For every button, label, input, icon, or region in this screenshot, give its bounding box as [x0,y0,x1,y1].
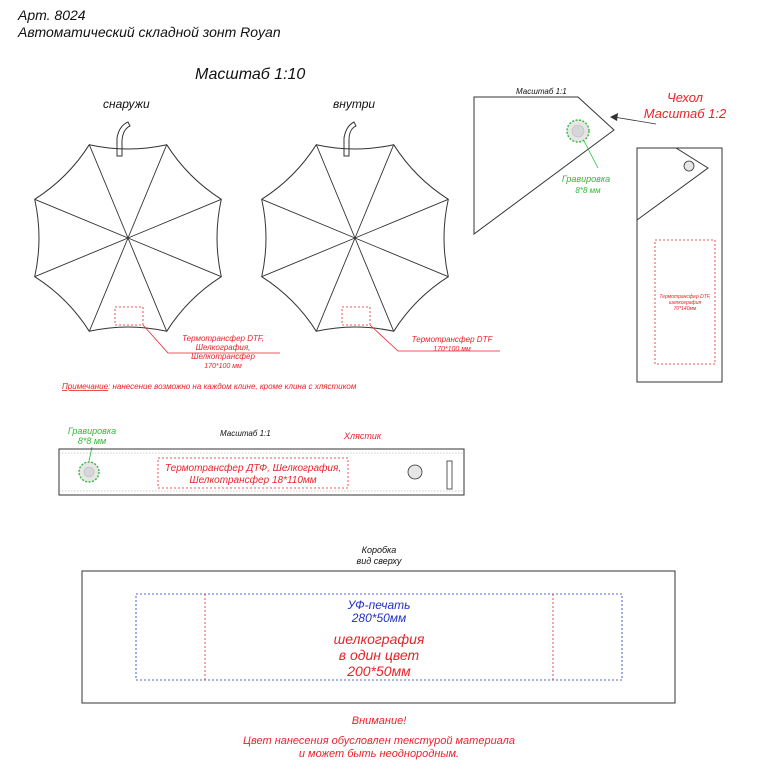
box-uv-line-1: УФ-печать [347,598,411,612]
umbrella-outside-handle [117,122,130,156]
umbrella-inside-canopy [262,145,449,332]
outside-method-line-4: 170*100 мм [204,363,242,370]
box-title-line-1: Коробка [361,545,397,555]
cover-title-line-2: Масштаб 1:2 [643,106,727,121]
cover-closed-flap [637,148,708,220]
warning-title: Внимание! [351,715,407,727]
umbrella-note [62,382,357,391]
box-silk-line-3: 200*50мм [347,663,411,679]
box-silk-line-2: в один цвет [338,647,420,663]
outside-method-line-2: Шелкография, [195,343,251,352]
inside-method-line-2: 170*100 мм [433,346,471,353]
strap-snap-button [408,465,422,479]
umbrella-inside-print-area [342,307,370,325]
strap-title: Хлястик [344,431,382,441]
cover-engraving-inner [572,125,584,137]
cover-print-line-2: шелкография [668,300,702,306]
warning-line-2: и может быть неоднородным. [298,748,460,760]
cover-engraving-leader [584,141,598,168]
umbrella-outside-print-area [115,307,143,325]
strap-end-tab [447,461,452,489]
cover-engraving-line-2: 8*8 мм [575,186,601,195]
outside-method-line-1: Термотрансфер DTF, [182,334,264,343]
strap-print-line-1: Термотрансфер ДТФ, Шелкография, [164,463,342,474]
umbrella-outside-view [35,122,280,353]
product-name: Автоматический складной зонт Royan [18,24,281,40]
box-uv-line-2: 280*50мм [351,611,407,625]
cover-button [684,161,694,171]
strap-engraving-line-2: 8*8 мм [77,436,107,446]
cover-print-line-3: 70*140мм [673,306,697,312]
strap-scale-label: Масштаб 1:1 [220,429,271,438]
inside-method-line-1: Термотрансфер DTF [411,335,493,344]
cover-print-line-1: Термотрансфер DTF, [659,294,711,300]
note-prefix: Примечание [62,382,109,391]
strap-print-line-2: Шелкотрансфер 18*110мм [189,475,317,486]
cover-outline [637,148,722,382]
outside-view-label: снаружи [103,97,150,111]
warning-line-1: Цвет нанесения обусловлен текстурой материала [242,735,516,747]
cover-engraving-line-1: Гравировка [561,174,611,184]
article-number: Арт. 8024 [18,7,86,23]
cover-flap-outline [474,97,614,234]
inside-view-label: внутри [333,97,376,111]
outside-method-line-3: Шелкотрансфер [191,352,255,361]
cover-title-line-1: Чехол [666,90,704,105]
strap-engraving-inner [84,467,94,477]
cover-pointer-arrow [610,113,618,121]
umbrella-inside-view [262,122,500,351]
note-text: : нанесение возможно на каждом клине, кроме клина с хлястиком [108,382,357,391]
box-silk-line-1: шелкография [333,631,425,647]
umbrella-scale-label: Масштаб 1:10 [195,66,306,83]
cover-scale-label: Масштаб 1:1 [516,87,567,96]
strap-engraving-line-1: Гравировка [67,426,117,436]
box-title-line-2: вид сверху [356,556,402,566]
umbrella-outside-canopy [35,145,222,332]
umbrella-inside-handle [344,122,356,156]
